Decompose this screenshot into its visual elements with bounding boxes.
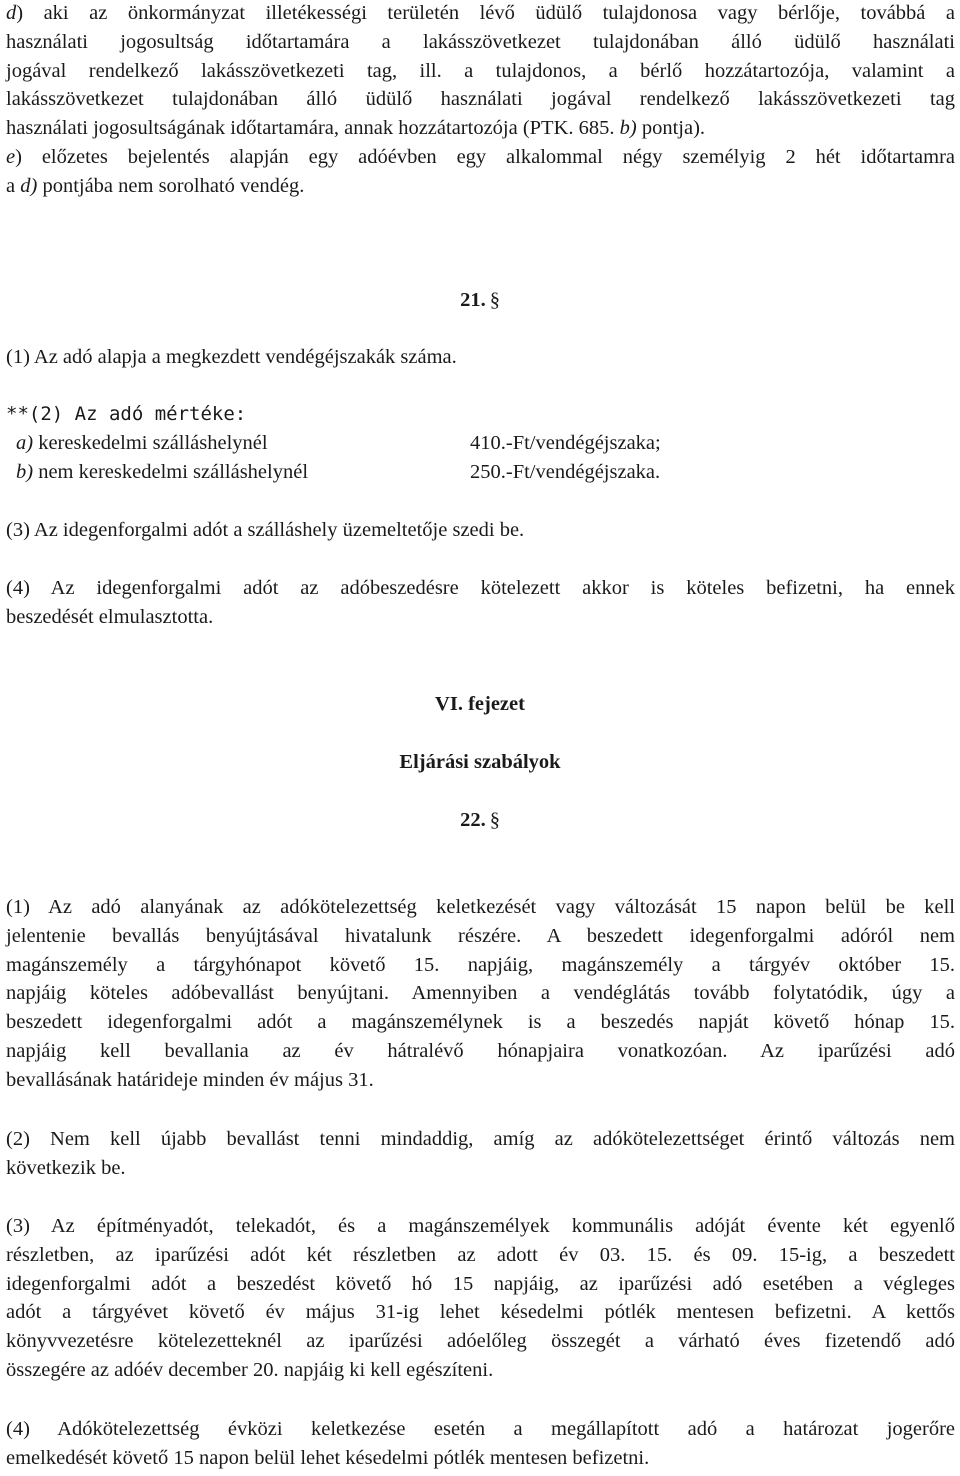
reference-d: d) bbox=[20, 174, 38, 197]
text-line: következik be. bbox=[6, 1156, 126, 1179]
item-label-e: e bbox=[6, 146, 16, 168]
section-22-paragraph-2 bbox=[6, 1125, 955, 1183]
item-label-d: d bbox=[6, 2, 17, 24]
section-21-paragraph-3: (3) Az idegenforgalmi adót a szálláshely üzemeltetője szedi be. bbox=[6, 519, 525, 541]
paragraph-d bbox=[6, 0, 955, 143]
section-number: 21. bbox=[460, 289, 486, 311]
rate-value: 250.-Ft/vendégéjszaka. bbox=[470, 461, 661, 483]
rate-label: a) kereskedelmi szálláshelynél bbox=[16, 432, 268, 454]
section-21-paragraph-1: (1) Az adó alapja a megkezdett vendégéjszakák száma. bbox=[6, 346, 457, 368]
text-line: beszedett idegenforgalmi adót a magánszemélynek is a beszedés napját követő hónap 15. bbox=[6, 1011, 955, 1034]
section-21-heading bbox=[0, 286, 960, 315]
text-line: használati jogosultságának időtartamára, annak hozzátartozója (PTK. 685. b) pontja). bbox=[6, 117, 706, 140]
text-line: napjáig kell bevallania az év hátralévő hónapjaira vonatkozóan. Az iparűzési adó bbox=[6, 1039, 955, 1062]
text-line: összegére az adóév december 20. napjáig ki kell egészíteni. bbox=[6, 1358, 494, 1381]
text-line: részletben, az iparűzési adót két részletben az adott év 03. 15. és 09. 15-ig, a beszedett bbox=[6, 1243, 955, 1266]
text-line: (4) Adókötelezettség évközi keletkezése esetén a megállapított adó a határozat jogerőre bbox=[6, 1418, 955, 1440]
paragraph-e bbox=[6, 143, 955, 201]
text-line: (2) Nem kell újabb bevallást tenni mindaddig, amíg az adókötelezettséget érintő változás nem bbox=[6, 1128, 955, 1150]
section-number: 22. bbox=[460, 809, 486, 831]
text-line: adót a tárgyévet követő év május 31-ig lehet késedelmi pótlék mentesen befizetni. A kettős bbox=[6, 1301, 955, 1324]
reference-b: b) bbox=[619, 117, 637, 140]
text-line: jelentenie bevallás benyújtásával hivatalunk részére. A beszedett idegenforgalmi adóról nem bbox=[6, 924, 955, 947]
rate-value: 410.-Ft/vendégéjszaka; bbox=[470, 432, 661, 454]
text-line: idegenforgalmi adót a beszedést követő hó 15 napjáig, az iparűzési adó esetében a végleges bbox=[6, 1272, 955, 1295]
text-line: emelkedését követő 15 napon belül lehet késedelmi pótlék mentesen befizetni. bbox=[6, 1446, 650, 1469]
section-sign: § bbox=[489, 809, 500, 831]
section-22-heading bbox=[0, 806, 960, 835]
section-22-paragraph-4 bbox=[6, 1415, 955, 1473]
text-line: magánszemély a tárgyhónapot követő 15. napjáig, magánszemély a tárgyév október 15. bbox=[6, 953, 955, 976]
chapter-number: VI. fejezet bbox=[435, 693, 525, 715]
section-21-paragraph-4 bbox=[6, 574, 955, 632]
text-line: használati jogosultság időtartamára a lakásszövetkezet tulajdonában álló üdülő használati bbox=[6, 30, 955, 53]
text-line: könyvvezetésre kötelezetteknél az iparűzési adóelőleg összegét a várható éves fizetendő adó bbox=[6, 1330, 955, 1353]
rate-label: b) nem kereskedelmi szálláshelynél bbox=[16, 461, 309, 483]
rate-row bbox=[16, 458, 956, 487]
text-line: (1) Az adó alanyának az adókötelezettség keletkezését vagy változását 15 napon belül be kell bbox=[6, 896, 955, 918]
chapter-title: Eljárási szabályok bbox=[399, 751, 561, 773]
text-line: bevallásának határideje minden év május 31. bbox=[6, 1068, 374, 1091]
section-21-paragraph-2-heading: **(2) Az adó mértéke: bbox=[6, 403, 247, 425]
text-line: jogával rendelkező lakásszövetkezeti tag, ill. a tulajdonos, a bérlő hozzátartozója, valamint a bbox=[6, 59, 955, 82]
section-sign: § bbox=[489, 289, 500, 311]
text-line: e) előzetes bejelentés alapján egy adóévben egy alkalommal négy személyig 2 hét időtartamra bbox=[6, 146, 955, 168]
text-line: beszedését elmulasztotta. bbox=[6, 605, 214, 628]
text-line: lakásszövetkezet tulajdonában álló üdülő használati jogával rendelkező lakásszövetkezeti tag bbox=[6, 88, 955, 111]
rate-row bbox=[16, 429, 956, 458]
text-line: napjáig köteles adóbevallást benyújtani. Amennyiben a vendéglátás tovább folytatódik, úgy a bbox=[6, 982, 955, 1005]
text-line: d) aki az önkormányzat illetékességi területén lévő üdülő tulajdonosa vagy bérlője, továbbá a bbox=[6, 2, 955, 24]
text-line: (4) Az idegenforgalmi adót az adóbeszedésre kötelezett akkor is köteles befizetni, ha ennek bbox=[6, 577, 955, 599]
section-22-paragraph-3 bbox=[6, 1212, 955, 1385]
text-line: (3) Az építményadót, telekadót, és a magánszemélyek kommunális adóját évente két egyenlő bbox=[6, 1215, 955, 1237]
text-line: a d) pontjába nem sorolható vendég. bbox=[6, 174, 305, 197]
section-22-paragraph-1 bbox=[6, 893, 955, 1095]
